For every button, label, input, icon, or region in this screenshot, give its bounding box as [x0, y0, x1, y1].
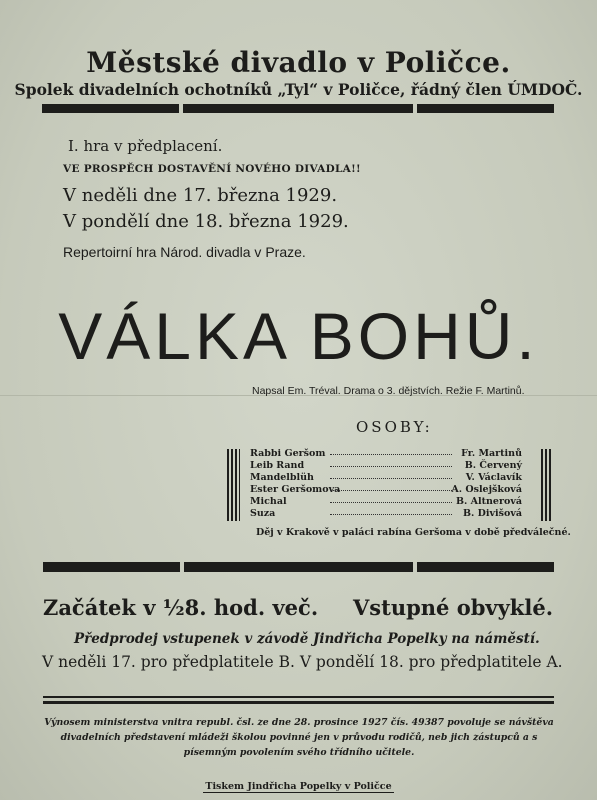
- cast-leader: [330, 466, 452, 467]
- printer-text: Tiskem Jindřicha Popelky v Poličce: [205, 781, 392, 792]
- cast-heading: OSOBY:: [356, 418, 433, 436]
- theatre-title: Městské divadlo v Poličce.: [86, 46, 511, 79]
- benefit-note: VE PROSPĚCH DOSTAVĚNÍ NOVÉHO DIVADLA!!: [63, 163, 361, 175]
- divider-top: [42, 104, 554, 113]
- play-credits: Napsal Em. Tréval. Drama o 3. dějstvích. Režie F. Martinů.: [252, 385, 525, 397]
- cast-leader: [330, 490, 452, 491]
- divider-middle: [43, 562, 554, 572]
- cast-border-right: [541, 449, 552, 521]
- date-monday: V pondělí dne 18. března 1929.: [63, 211, 349, 232]
- printer-credit: [0, 781, 597, 792]
- cast-row: [250, 508, 522, 520]
- cast-leader: [330, 478, 452, 479]
- cast-border-left: [227, 449, 240, 521]
- divider-gap: [413, 562, 417, 572]
- cast-actor: B. Červený: [464, 460, 522, 471]
- divider-gap: [413, 104, 417, 113]
- cast-row: [250, 484, 522, 496]
- cast-actor: Fr. Martinů: [461, 448, 522, 459]
- cast-actor: B. Altnerová: [456, 496, 522, 507]
- cast-row: [250, 472, 522, 484]
- cast-role: Rabbi Geršom: [250, 448, 326, 459]
- play-setting: Děj v Krakově v paláci rabína Geršoma v době předválečné.: [256, 527, 571, 538]
- divider-bottom-upper: [43, 696, 554, 698]
- admission: Vstupné obvyklé.: [353, 595, 554, 620]
- cast-leader: [330, 454, 452, 455]
- cast-row: [250, 448, 522, 460]
- cast-leader: [330, 502, 452, 503]
- cast-leader: [330, 514, 452, 515]
- cast-list: [250, 448, 522, 520]
- cast-role: Suza: [250, 508, 276, 519]
- repertoire-note: Repertoirní hra Národ. divadla v Praze.: [63, 244, 306, 260]
- divider-bottom-lower: [43, 701, 554, 704]
- cast-role: Michal: [250, 496, 287, 507]
- cast-role: Mandelblüh: [250, 472, 314, 483]
- divider-gap: [179, 104, 183, 113]
- cast-actor: B. Divišová: [463, 508, 522, 519]
- society-line: Spolek divadelních ochotníků „Tyl“ v Poličce, řádný člen ÚMDOČ.: [14, 80, 583, 99]
- subscriber-schedule: V neděli 17. pro předplatitele B. V pondělí 18. pro předplatitele A.: [42, 653, 563, 671]
- play-title: VÁLKA BOHŮ.: [58, 299, 539, 373]
- date-sunday: V neděli dne 17. března 1929.: [63, 185, 338, 206]
- divider-gap: [180, 562, 184, 572]
- cast-row: [250, 460, 522, 472]
- cast-row: [250, 496, 522, 508]
- cast-actor: V. Václavík: [465, 472, 522, 483]
- cast-role: Ester Geršomova: [250, 484, 341, 495]
- presale-note: Předprodej vstupenek v závodě Jindřicha Popelky na náměstí.: [74, 631, 540, 647]
- subscription-series: I. hra v předplacení.: [68, 137, 223, 155]
- ministry-decree: Výnosem ministerstva vnitra republ. čsl. ze dne 28. prosince 1927 čís. 49387 povoluje se návštěva divadelních představení mládeži školou povinné jen v průvodu rodičů, neb jich zástupců a s písemným povolením svého třídního učitele.: [44, 717, 554, 758]
- cast-actor: A. Oslejšková: [451, 484, 522, 495]
- start-time: Začátek v ½8. hod. več.: [43, 595, 319, 620]
- cast-role: Leib Rand: [250, 460, 305, 471]
